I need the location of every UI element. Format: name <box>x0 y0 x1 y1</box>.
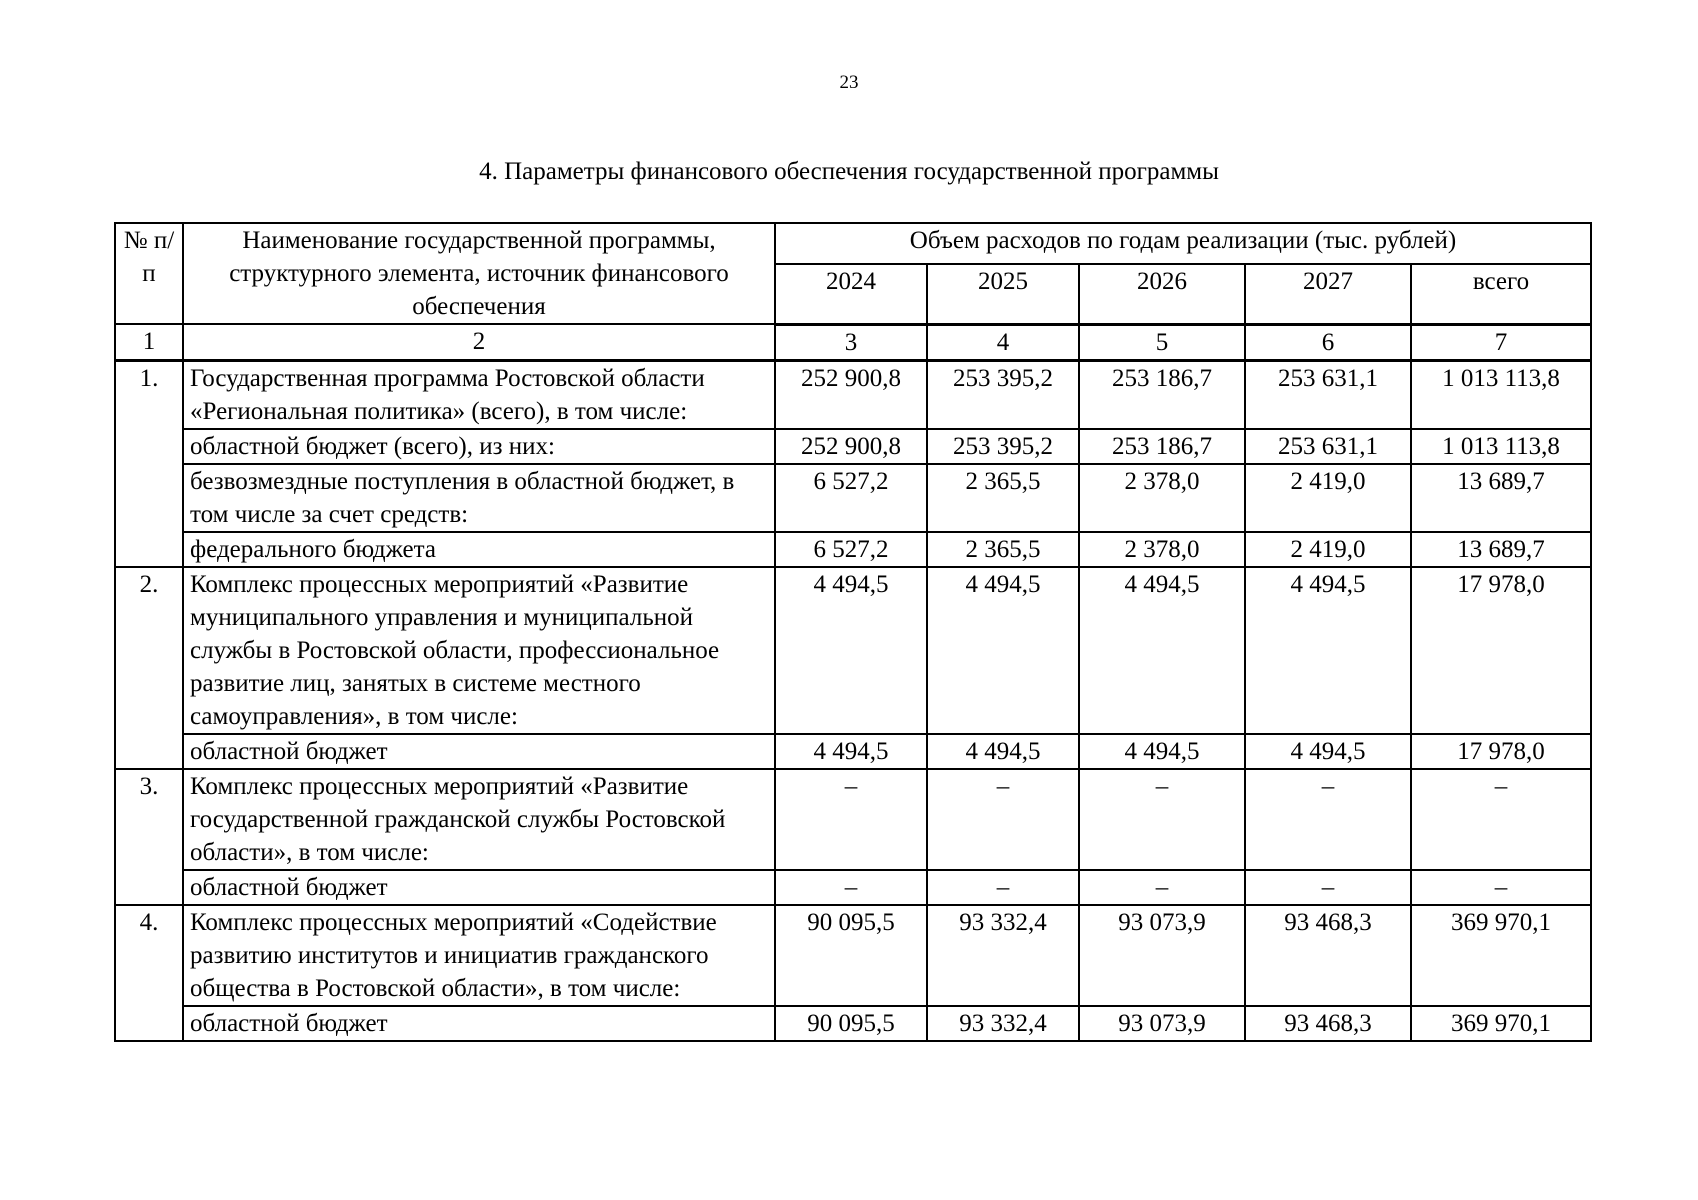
value-cell: 369 970,1 <box>1411 905 1591 1006</box>
value-cell: 252 900,8 <box>775 360 927 429</box>
financing-table <box>114 222 1592 1042</box>
value-cell: 4 494,5 <box>775 567 927 734</box>
value-cell: 4 494,5 <box>927 734 1079 769</box>
value-cell: 252 900,8 <box>775 429 927 464</box>
table-row <box>115 870 1591 905</box>
table-row <box>115 567 1591 734</box>
value-cell: 1 013 113,8 <box>1411 360 1591 429</box>
header-year: 2025 <box>927 264 1079 325</box>
row-number: 3. <box>115 769 183 905</box>
value-cell: 4 494,5 <box>775 734 927 769</box>
value-cell: – <box>1245 870 1411 905</box>
row-name: областной бюджет <box>183 870 775 905</box>
table-row <box>115 905 1591 1006</box>
value-cell: 253 186,7 <box>1079 429 1245 464</box>
value-cell: 90 095,5 <box>775 905 927 1006</box>
header-name: Наименование государственной программы, структурного элемента, источник финансового обеспечения <box>183 223 775 324</box>
header-total: всего <box>1411 264 1591 325</box>
header-no: № п/п <box>115 223 183 324</box>
value-cell: 4 494,5 <box>1245 567 1411 734</box>
column-number: 4 <box>927 324 1079 360</box>
section-title: 4. Параметры финансового обеспечения государственной программы <box>479 158 1219 185</box>
column-number: 6 <box>1245 324 1411 360</box>
value-cell: 13 689,7 <box>1411 464 1591 532</box>
row-name: областной бюджет <box>183 734 775 769</box>
header-year: 2026 <box>1079 264 1245 325</box>
value-cell: – <box>1411 870 1591 905</box>
header-year: 2024 <box>775 264 927 325</box>
value-cell: 17 978,0 <box>1411 567 1591 734</box>
table-row <box>115 360 1591 429</box>
table-row <box>115 769 1591 870</box>
column-number: 7 <box>1411 324 1591 360</box>
value-cell: 253 631,1 <box>1245 360 1411 429</box>
value-cell: – <box>775 870 927 905</box>
table-row <box>115 464 1591 532</box>
value-cell: 4 494,5 <box>1079 734 1245 769</box>
column-number: 2 <box>183 324 775 360</box>
table-row <box>115 429 1591 464</box>
row-name: Комплекс процессных мероприятий «Развитие государственной гражданской службы Ростовской области», в том числе: <box>183 769 775 870</box>
value-cell: 17 978,0 <box>1411 734 1591 769</box>
value-cell: 2 378,0 <box>1079 532 1245 567</box>
value-cell: 93 468,3 <box>1245 905 1411 1006</box>
value-cell: 4 494,5 <box>927 567 1079 734</box>
page-number: 23 <box>839 72 859 93</box>
value-cell: – <box>1411 769 1591 870</box>
value-cell: – <box>927 769 1079 870</box>
value-cell: 2 378,0 <box>1079 464 1245 532</box>
value-cell: 6 527,2 <box>775 532 927 567</box>
row-name: Комплекс процессных мероприятий «Содействие развитию институтов и инициатив гражданского общества в Ростовской области», в том числе: <box>183 905 775 1006</box>
row-name: областной бюджет <box>183 1006 775 1041</box>
value-cell: 13 689,7 <box>1411 532 1591 567</box>
value-cell: 93 468,3 <box>1245 1006 1411 1041</box>
value-cell: 4 494,5 <box>1079 567 1245 734</box>
value-cell: 253 395,2 <box>927 429 1079 464</box>
value-cell: 369 970,1 <box>1411 1006 1591 1041</box>
column-number: 5 <box>1079 324 1245 360</box>
row-name: федерального бюджета <box>183 532 775 567</box>
row-name: Государственная программа Ростовской области «Региональная политика» (всего), в том числе: <box>183 360 775 429</box>
table-row <box>115 532 1591 567</box>
value-cell: 1 013 113,8 <box>1411 429 1591 464</box>
header-volume: Объем расходов по годам реализации (тыс. рублей) <box>775 223 1591 264</box>
value-cell: 93 073,9 <box>1079 1006 1245 1041</box>
value-cell: 93 073,9 <box>1079 905 1245 1006</box>
row-number: 2. <box>115 567 183 769</box>
row-name: безвозмездные поступления в областной бюджет, в том числе за счет средств: <box>183 464 775 532</box>
value-cell: 6 527,2 <box>775 464 927 532</box>
column-number: 3 <box>775 324 927 360</box>
table-row <box>115 734 1591 769</box>
value-cell: – <box>927 870 1079 905</box>
value-cell: 2 419,0 <box>1245 464 1411 532</box>
value-cell: – <box>1245 769 1411 870</box>
value-cell: 2 419,0 <box>1245 532 1411 567</box>
header-year: 2027 <box>1245 264 1411 325</box>
value-cell: 2 365,5 <box>927 532 1079 567</box>
row-name: областной бюджет (всего), из них: <box>183 429 775 464</box>
value-cell: 93 332,4 <box>927 905 1079 1006</box>
value-cell: 253 186,7 <box>1079 360 1245 429</box>
value-cell: 2 365,5 <box>927 464 1079 532</box>
value-cell: – <box>1079 870 1245 905</box>
row-number: 4. <box>115 905 183 1041</box>
row-number: 1. <box>115 360 183 567</box>
value-cell: 93 332,4 <box>927 1006 1079 1041</box>
value-cell: 253 395,2 <box>927 360 1079 429</box>
row-name: Комплекс процессных мероприятий «Развитие муниципального управления и муниципальной службы в Ростовской области, профессиональное развитие лиц, занятых в системе местного самоуправления», в том числе: <box>183 567 775 734</box>
value-cell: 253 631,1 <box>1245 429 1411 464</box>
column-number: 1 <box>115 324 183 360</box>
table-row <box>115 1006 1591 1041</box>
value-cell: 90 095,5 <box>775 1006 927 1041</box>
value-cell: 4 494,5 <box>1245 734 1411 769</box>
value-cell: – <box>1079 769 1245 870</box>
value-cell: – <box>775 769 927 870</box>
